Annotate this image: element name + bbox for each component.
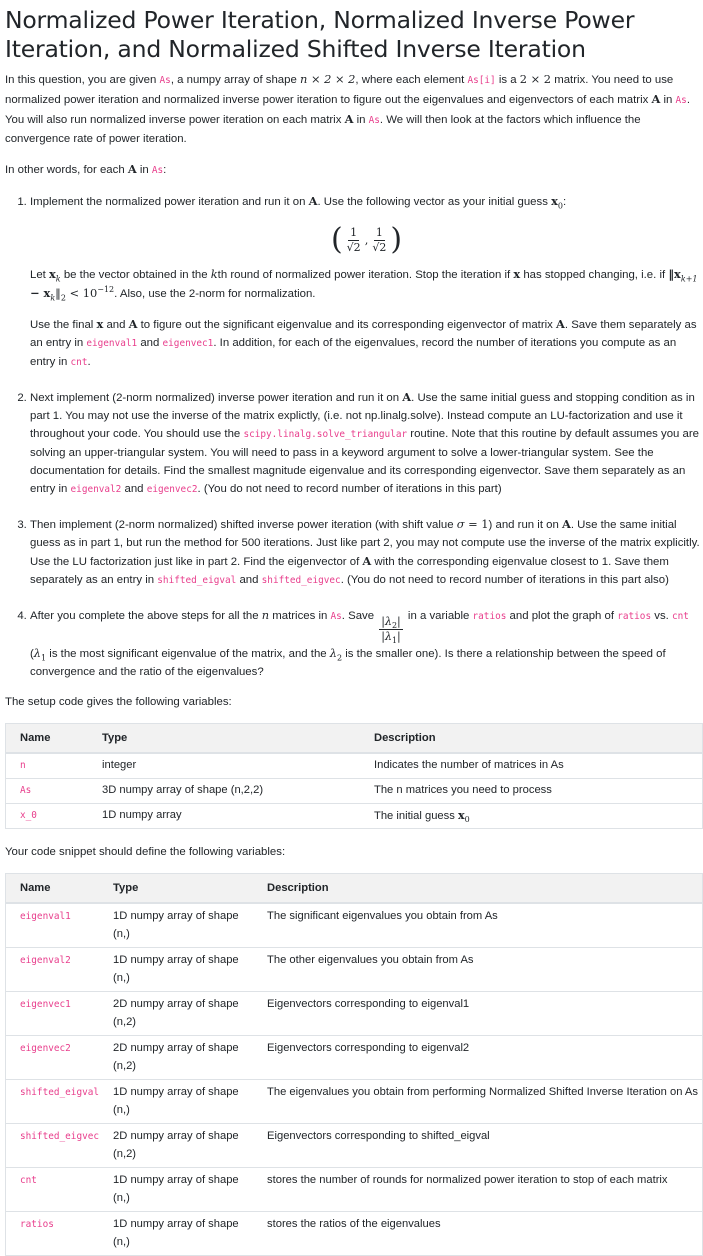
- code-as: As: [151, 165, 164, 176]
- text: and: [121, 483, 147, 495]
- step-1: [30, 192, 703, 372]
- text: :: [562, 196, 567, 208]
- code-eigenvec1: eigenvec1: [162, 338, 214, 349]
- code-eigenvec2: eigenvec2: [146, 484, 198, 495]
- code-cnt: cnt: [671, 611, 689, 622]
- table-row: [6, 753, 702, 779]
- math-k: k: [210, 267, 218, 281]
- text: matrices in: [269, 610, 331, 622]
- text: . Save them separately as an entry in: [30, 319, 697, 349]
- code-solve-triangular: scipy.linalg.solve_triangular: [243, 429, 408, 440]
- numerator: [379, 615, 403, 630]
- column-header: Type: [99, 874, 253, 904]
- denominator: √2: [346, 240, 361, 254]
- code-as-i: As[i]: [467, 75, 496, 86]
- text: Let: [30, 269, 49, 281]
- table-row: [6, 903, 702, 948]
- cell-description: Eigenvectors corresponding to shifted_eigval: [253, 1124, 702, 1168]
- math-sub: 2: [60, 293, 66, 303]
- cell-name: [6, 992, 99, 1036]
- math-norm: ‖x: [668, 267, 681, 281]
- text: . (You do not need to record number of iterations in this part also): [340, 574, 669, 586]
- code-name: eigenval2: [20, 955, 71, 966]
- table-row: [6, 1036, 702, 1080]
- code-ratios: ratios: [617, 611, 652, 622]
- math-A: A: [128, 317, 138, 331]
- math-sub: 2: [337, 653, 343, 663]
- column-header: Name: [6, 874, 99, 904]
- code-name: As: [20, 785, 32, 796]
- math-A: A: [362, 554, 372, 568]
- code-name: eigenvec1: [20, 999, 71, 1010]
- math-x: x: [457, 808, 465, 822]
- setup-table: [6, 723, 702, 829]
- code-eigenval1: eigenval1: [86, 338, 138, 349]
- math-lambda: λ: [33, 646, 42, 660]
- cell-description: The other eigenvalues you obtain from As: [253, 948, 702, 992]
- step-2: [30, 388, 703, 499]
- math-eq: = 1: [464, 517, 489, 531]
- text: th round of normalized power iteration. Stop the iteration if: [217, 269, 514, 281]
- text: . (You do not need to record number of iterations in this part): [197, 483, 502, 495]
- cell-description: The significant eigenvalues you obtain from As: [253, 903, 702, 948]
- text: is the most significant eigenvalue of the matrix, and the: [46, 648, 330, 660]
- page-title: Normalized Power Iteration, Normalized Inverse Power Iteration, and Normalized Shifted Inverse Iteration: [5, 6, 635, 63]
- code-name: n: [20, 760, 26, 771]
- math-norm: ‖: [55, 286, 61, 300]
- text: Use the final: [30, 319, 97, 331]
- cell-description: Eigenvectors corresponding to eigenval1: [253, 992, 702, 1036]
- text: and: [236, 574, 262, 586]
- text: After you complete the above steps for all the: [30, 610, 262, 622]
- math-A: A: [561, 517, 571, 531]
- text: to figure out the significant eigenvalue and its corresponding eigenvector of matrix: [137, 319, 557, 331]
- cell-name: [6, 1212, 99, 1256]
- cell-name: [6, 948, 99, 992]
- text: . Use the following vector as your initial guess: [317, 196, 552, 208]
- math-dim: 2 × 2: [519, 72, 552, 86]
- cell-type: 1D numpy array of shape (n,): [99, 1212, 253, 1256]
- code-cnt: cnt: [70, 357, 88, 368]
- define-table-wrap: [5, 873, 703, 1256]
- math-lambda: λ: [329, 646, 338, 660]
- cell-name: [6, 1124, 99, 1168]
- text: routine. Note that this routine by default assumes you are solving an upper-triangular system. You will need to pass in a keyword argument to solve a lower-triangular system. See the documentation for details. Find the smallest magnitude eigenvalue and its corresponding eigenvector. Save them separately as an entry in: [30, 428, 700, 495]
- code-as: As: [675, 95, 687, 106]
- setup-table-wrap: [5, 723, 703, 829]
- step-1-save: [30, 315, 703, 372]
- math-x: x: [49, 267, 56, 281]
- numerator: 1: [375, 225, 383, 239]
- text: . In addition, for each of the eigenvalues, record the number of iterations you compute as an entry in: [30, 337, 677, 368]
- cell-description: The eigenvalues you obtain from performing Normalized Shifted Inverse Iteration on As: [253, 1080, 702, 1124]
- code-shifted-eigvec: shifted_eigvec: [261, 575, 341, 586]
- text: and: [137, 337, 163, 349]
- cell-name: [6, 804, 88, 829]
- code-name: cnt: [20, 1175, 37, 1186]
- comma: ,: [364, 233, 369, 247]
- code-name: shifted_eigval: [20, 1087, 100, 1098]
- math-sub: 0: [464, 815, 470, 825]
- cell-description: The n matrices you need to process: [360, 779, 702, 804]
- math-bar: |: [397, 630, 401, 643]
- math-exp: −12: [97, 285, 115, 295]
- cell-description: stores the ratios of the eigenvalues: [253, 1212, 702, 1256]
- text: :: [163, 164, 167, 176]
- code-name: ratios: [20, 1219, 54, 1230]
- text: is the smaller one). Is there a relationship between the speed of convergence and the ratio of the eigenvalues?: [30, 648, 666, 678]
- math-A: A: [308, 194, 318, 208]
- cell-name: [6, 753, 88, 779]
- math-sub: k+1: [680, 274, 698, 284]
- math-lambda: |λ: [381, 630, 392, 643]
- step-4: [30, 606, 703, 681]
- cell-description: [360, 804, 702, 829]
- table-header-row: [6, 874, 702, 904]
- table-row: [6, 779, 702, 804]
- text: The initial guess: [374, 810, 458, 822]
- intro-paragraph: [5, 70, 703, 148]
- text: . We will then look at the factors which influence the convergence rate of power iteration.: [5, 114, 641, 145]
- table-row: [6, 1124, 702, 1168]
- cell-type: 1D numpy array of shape (n,): [99, 1080, 253, 1124]
- cell-type: 1D numpy array: [88, 804, 360, 829]
- fraction: [345, 226, 363, 255]
- text: with the corresponding eigenvalue closest to 1. Save them separately as an entry in: [30, 556, 669, 586]
- table-row: [6, 992, 702, 1036]
- text: In this question, you are given: [5, 74, 160, 86]
- cell-type: 2D numpy array of shape (n,2): [99, 1124, 253, 1168]
- code-eigenval2: eigenval2: [70, 484, 122, 495]
- cell-type: 1D numpy array of shape (n,): [99, 1168, 253, 1212]
- cell-type: integer: [88, 753, 360, 779]
- cell-description: Indicates the number of matrices in As: [360, 753, 702, 779]
- math-bar: |: [397, 615, 401, 628]
- text: . Also, use the 2-norm for normalization.: [114, 288, 316, 300]
- code-name: eigenvec2: [20, 1043, 71, 1054]
- initial-guess-vector: [30, 223, 703, 257]
- code-as: As: [330, 611, 342, 622]
- code-shifted-eigval: shifted_eigval: [157, 575, 237, 586]
- text: in: [353, 114, 369, 126]
- math-lt: < 10: [65, 286, 98, 300]
- math-sub: k: [55, 274, 61, 284]
- text: , a numpy array of shape: [170, 74, 300, 86]
- math-sigma: σ: [456, 517, 465, 531]
- math-sub: 0: [557, 201, 563, 211]
- text: . Use the same initial guess and stopping condition as in part 1. You may not use the inverse of the matrix explictly, (i.e. not np.linalg.solve). Instead compute an LU-factorization and use it throughout your code. You should use the: [30, 392, 695, 440]
- cell-type: 3D numpy array of shape (n,2,2): [88, 779, 360, 804]
- text: .: [87, 356, 91, 368]
- cell-name: [6, 1036, 99, 1080]
- step-1-stop-condition: [30, 265, 703, 303]
- left-paren: (: [330, 222, 343, 257]
- code-ratios: ratios: [472, 611, 507, 622]
- cell-name: [6, 903, 99, 948]
- table-row: [6, 804, 702, 829]
- cell-name: [6, 1168, 99, 1212]
- math-minus: − x: [30, 286, 51, 300]
- cell-name: [6, 779, 88, 804]
- math-x: x: [96, 317, 104, 331]
- table-row: [6, 948, 702, 992]
- text: is a: [495, 74, 520, 86]
- table-row: [6, 1080, 702, 1124]
- cell-type: 2D numpy array of shape (n,2): [99, 992, 253, 1036]
- define-text: Your code snippet should define the following variables:: [5, 846, 286, 858]
- code-as: As: [368, 115, 380, 126]
- cell-name: [6, 1080, 99, 1124]
- denominator: √2: [372, 240, 387, 254]
- math-A: A: [651, 92, 661, 106]
- math-n: n: [261, 608, 270, 622]
- text: vs.: [651, 610, 672, 622]
- math-A: A: [556, 317, 565, 331]
- code-as: As: [159, 75, 171, 86]
- text: In other words, for each: [5, 164, 128, 176]
- cell-description: Eigenvectors corresponding to eigenval2: [253, 1036, 702, 1080]
- numerator: 1: [350, 225, 358, 239]
- cell-type: 1D numpy array of shape (n,): [99, 948, 253, 992]
- math-shape: n × 2 × 2: [299, 72, 356, 86]
- math-A: A: [127, 162, 137, 176]
- math-sub: 2: [391, 621, 398, 631]
- code-name: eigenval1: [20, 911, 71, 922]
- cell-type: 2D numpy array of shape (n,2): [99, 1036, 253, 1080]
- column-header: Type: [88, 724, 360, 754]
- text: (: [30, 648, 34, 660]
- other-words-paragraph: [5, 160, 703, 180]
- math-A: A: [344, 112, 354, 126]
- text: in: [136, 164, 152, 176]
- setup-text: The setup code gives the following variables:: [5, 696, 232, 708]
- text: Next implement (2-norm normalized) inverse power iteration and run it on: [30, 392, 403, 404]
- text: matrix. You need to use normalized power iteration and normalized inverse power iteration to figure out the eigenvalues and eigenvectors of each matrix: [5, 74, 674, 106]
- define-table-body: [6, 903, 702, 1256]
- math-lambda: |λ: [381, 615, 392, 628]
- steps-list: [5, 192, 703, 681]
- column-header: Description: [253, 874, 702, 904]
- code-name: x_0: [20, 810, 37, 821]
- math-sub: 1: [391, 636, 398, 646]
- table-header-row: [6, 724, 702, 754]
- eigenvalue-ratio-fraction: [379, 615, 403, 644]
- table-row: [6, 1212, 702, 1256]
- text: and plot the graph of: [506, 610, 618, 622]
- define-table: [6, 873, 702, 1256]
- right-paren: ): [390, 222, 403, 257]
- text: in: [660, 94, 676, 106]
- step-1-intro: [30, 192, 703, 211]
- text: and: [103, 319, 129, 331]
- text: . You will also run normalized inverse power iteration on each matrix: [5, 94, 690, 126]
- step-3: [30, 515, 703, 590]
- math-sub: 1: [41, 653, 47, 663]
- code-name: shifted_eigvec: [20, 1131, 100, 1142]
- fraction: [370, 226, 388, 255]
- text: in a variable: [404, 610, 473, 622]
- cell-type: 1D numpy array of shape (n,): [99, 903, 253, 948]
- math-sub: k: [50, 293, 56, 303]
- column-header: Name: [6, 724, 88, 754]
- text: Implement the normalized power iteration and run it on: [30, 196, 309, 208]
- text: . Use the same initial guess as in part 1, but run the method for 500 iterations. Just like part 2, you may not compute use the inverse of the matrix explicitly. Use the LU factorization just like in part 2. Find the eigenvector of: [30, 519, 700, 568]
- denominator: [379, 630, 403, 644]
- math-x: x: [513, 267, 521, 281]
- column-header: Description: [360, 724, 702, 754]
- math-A: A: [402, 390, 412, 404]
- text: Then implement (2-norm normalized) shifted inverse power iteration (with shift value: [30, 519, 457, 531]
- text: has stopped changing, i.e. if: [520, 269, 669, 281]
- cell-description: stores the number of rounds for normalized power iteration to stop of each matrix: [253, 1168, 702, 1212]
- table-row: [6, 1168, 702, 1212]
- text: . Save: [341, 610, 378, 622]
- text: be the vector obtained in the: [60, 269, 211, 281]
- math-x: x: [551, 194, 558, 208]
- text: , where each element: [355, 74, 468, 86]
- text: ) and run it on: [488, 519, 562, 531]
